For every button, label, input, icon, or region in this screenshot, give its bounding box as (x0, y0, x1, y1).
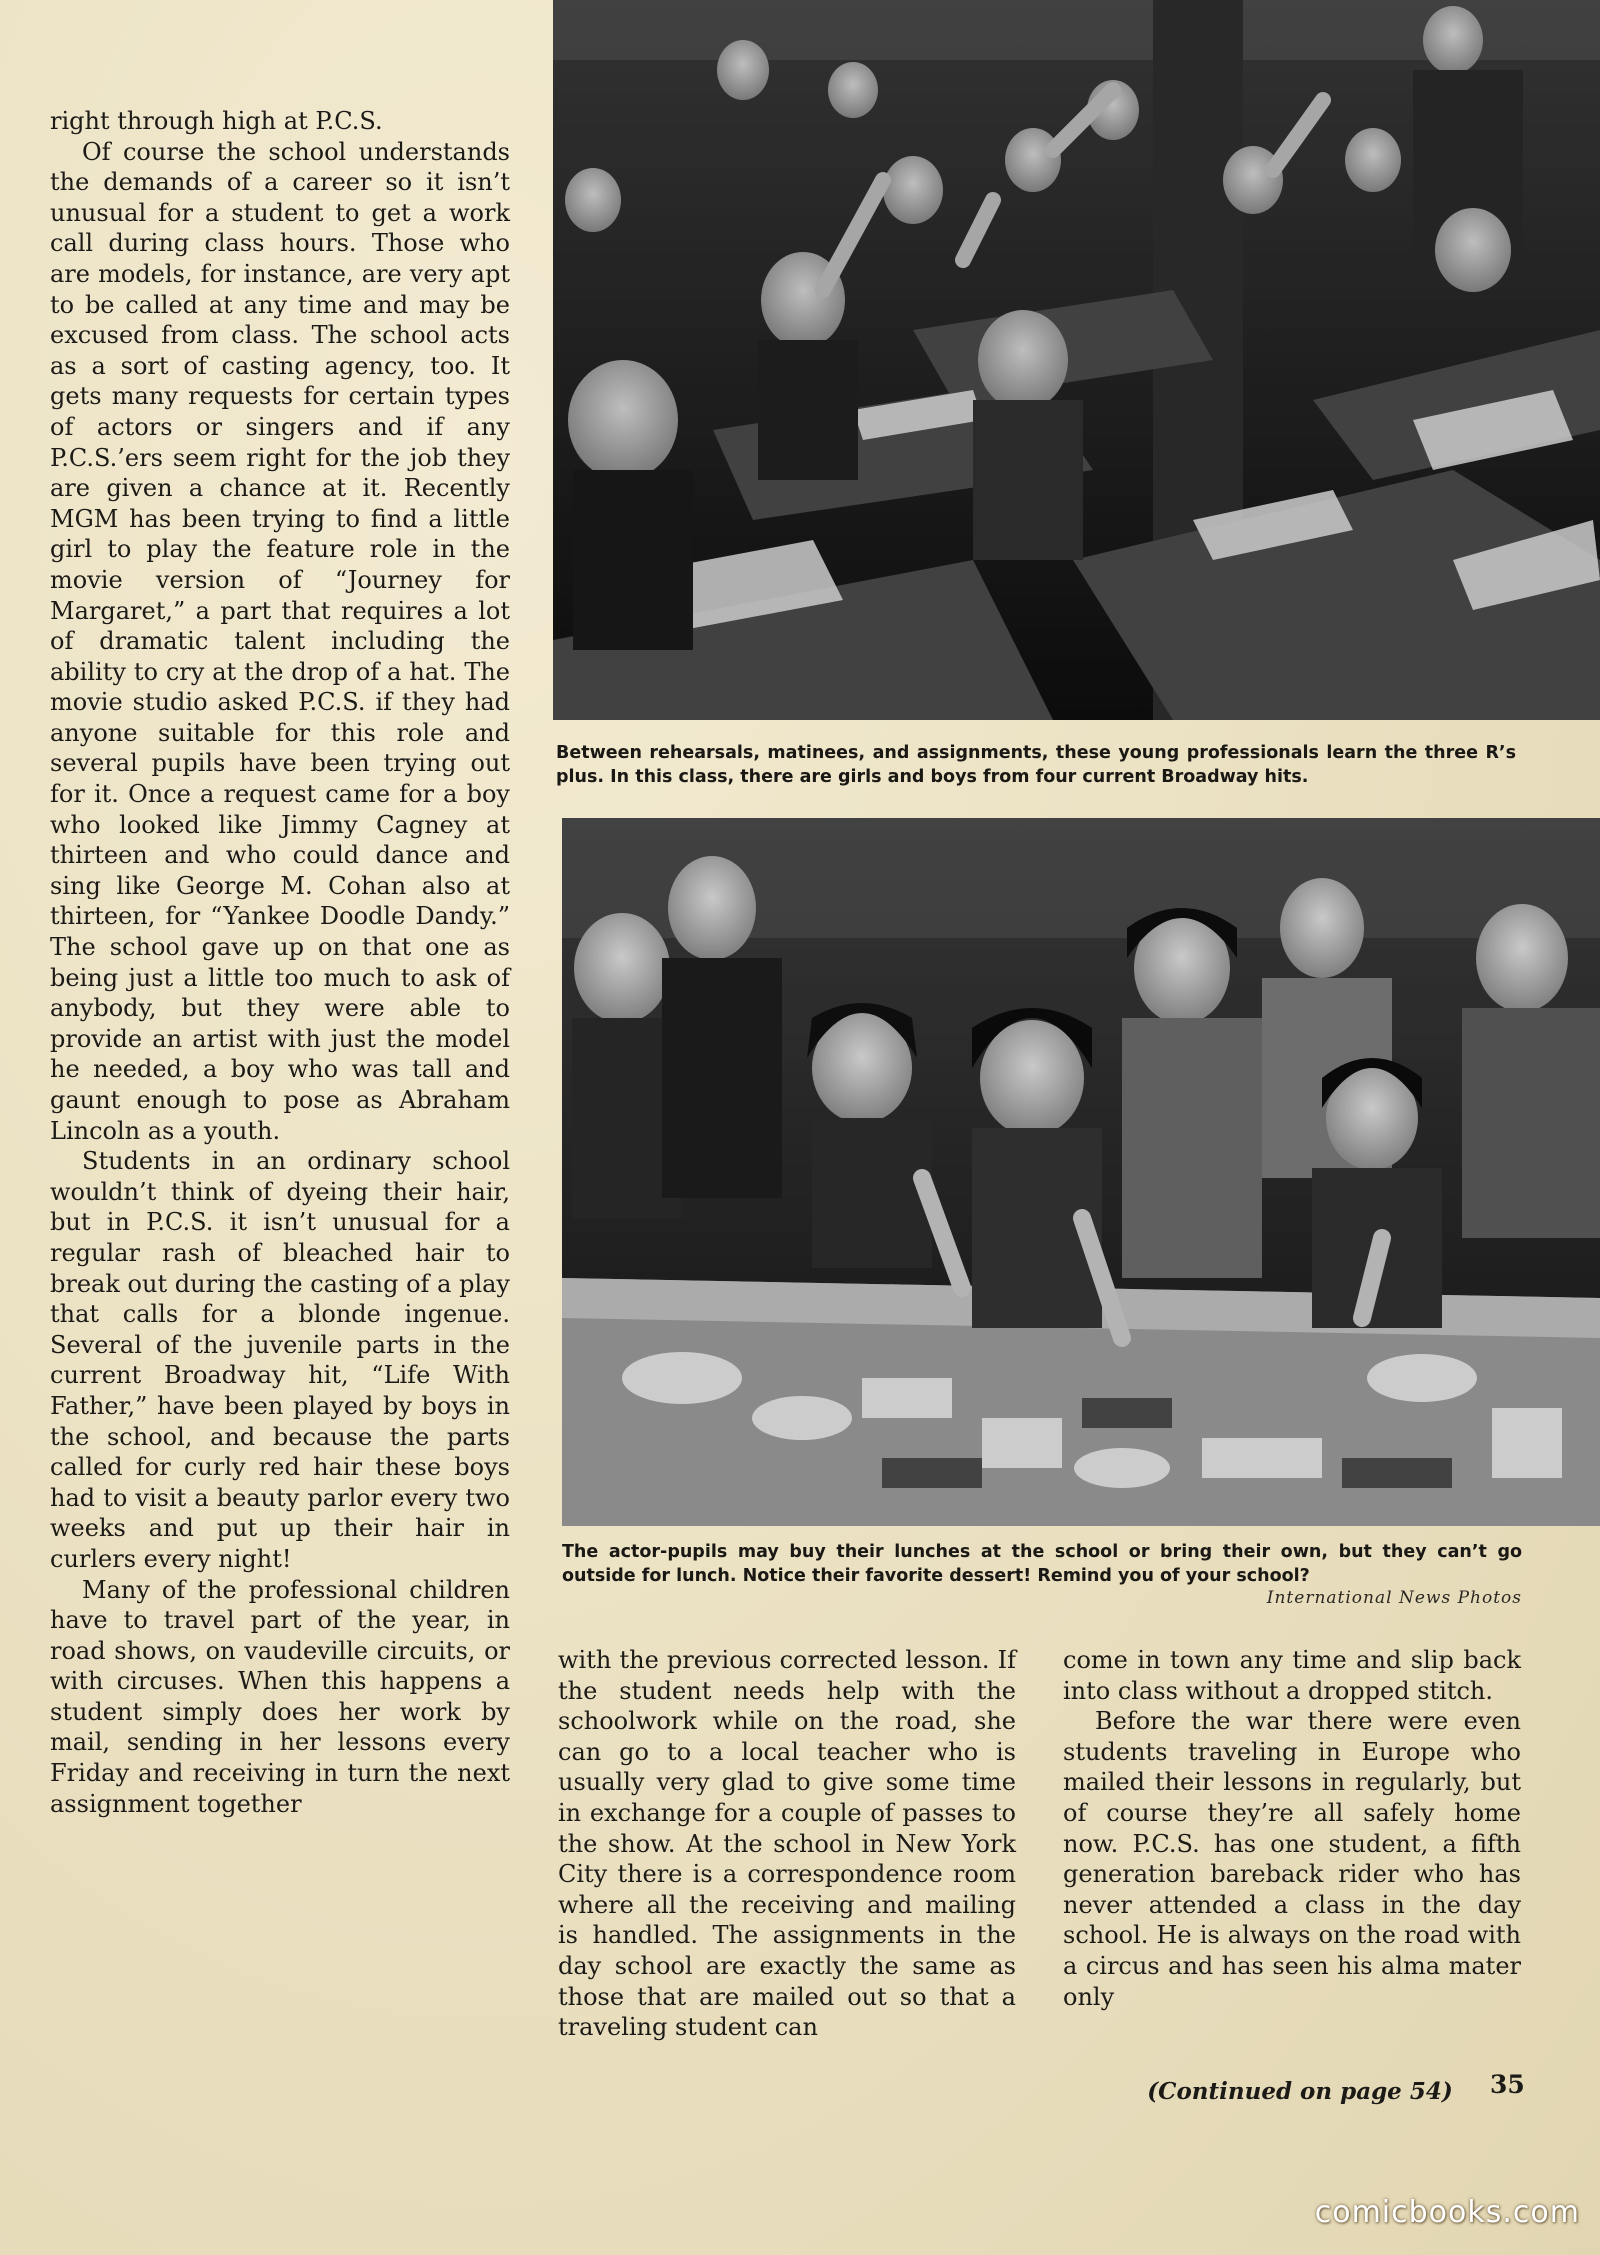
paragraph: with the previous corrected lesson. If the student needs help with the schoolwork while on the road, she can go to a local teacher who is usually very glad to give some time in exchange for a couple of passes to the show. At the school in New York City there is a correspondence room where all the receiving and mailing is handled. The assignments in the day school are exactly the same as those that are mailed out so that a traveling student can (558, 1646, 1016, 2042)
paragraph: Many of the professional children have to travel part of the year, in road shows, on vaudeville circuits, or with circuses. When this happens a student simply does her work by mail, sending in her lessons every Friday and receiving in turn the next assignment together (50, 1575, 510, 1818)
article-column-3 (1063, 1645, 1521, 2012)
classroom-photo-illustration (553, 0, 1600, 720)
lunch-photo (562, 818, 1600, 1526)
paragraph: Students in an ordinary school wouldn’t think of dyeing their hair, but in P.C.S. it isn’t unusual for a regular rash of bleached hair to break out during the casting of a play that calls for a blonde ingenue. Several of the juvenile parts in the current Broadway hit, “Life With Father,” have been played by boys in the school, and because the parts called for curly red hair these boys had to visit a beauty parlor every two weeks and put up their hair in curlers every night! (50, 1147, 510, 1573)
watermark: comicbooks.com (1314, 2195, 1580, 2230)
photo-caption-1: Between rehearsals, matinees, and assignments, these young professionals learn the three R’s plus. In this class, there are girls and boys from four current Broadway hits. (556, 743, 1516, 787)
photo-credit: International News Photos (1266, 1588, 1522, 1608)
article-column-1 (50, 106, 510, 1819)
continued-note: (Continued on page 54) (1147, 2078, 1453, 2105)
page-number: 35 (1490, 2070, 1525, 2099)
paragraph: come in town any time and slip back into class without a dropped stitch. (1063, 1646, 1521, 1705)
photo-caption-2: The actor-pupils may buy their lunches at the school or bring their own, but they can’t go outside for lunch. Notice their favorite dessert! Remind you of your school? (562, 1542, 1522, 1586)
paragraph: Before the war there were even students traveling in Europe who mailed their lessons in regularly, but of course they’re all safely home now. P.C.S. has one student, a fifth generation bareback rider who has never attended a class in the day school. He is always on the road with a circus and has seen his alma mater only (1063, 1707, 1521, 2011)
classroom-photo (553, 0, 1600, 720)
paragraph: Of course the school understands the demands of a career so it isn’t unusual for a student to get a work call during class hours. Those who are models, for instance, are very apt to be called at any time and may be excused from class. The school acts as a sort of casting agency, too. It gets many requests for certain types of actors or singers and if any P.C.S.’ers seem right for the job they are given a chance at it. Recently MGM has been trying to find a little girl to play the feature role in the movie version of “Journey for Margaret,” a part that requires a lot of dramatic talent including the ability to cry at the drop of a hat. The movie studio asked P.C.S. if they had anyone suitable for this role and several pupils have been trying out for it. Once a request came for a boy who looked like Jimmy Cagney at thirteen and who could dance and sing like George M. Cohan also at thirteen, for “Yankee Doodle Dandy.” The school gave up on that one as being just a little too much to ask of anybody, but they were able to provide an artist with just the model he needed, a boy who was tall and gaunt enough to pose as Abraham Lincoln as a youth. (50, 137, 510, 1145)
paragraph: right through high at P.C.S. (50, 107, 383, 135)
lunch-photo-illustration (562, 818, 1600, 1526)
article-column-2 (558, 1645, 1016, 2043)
